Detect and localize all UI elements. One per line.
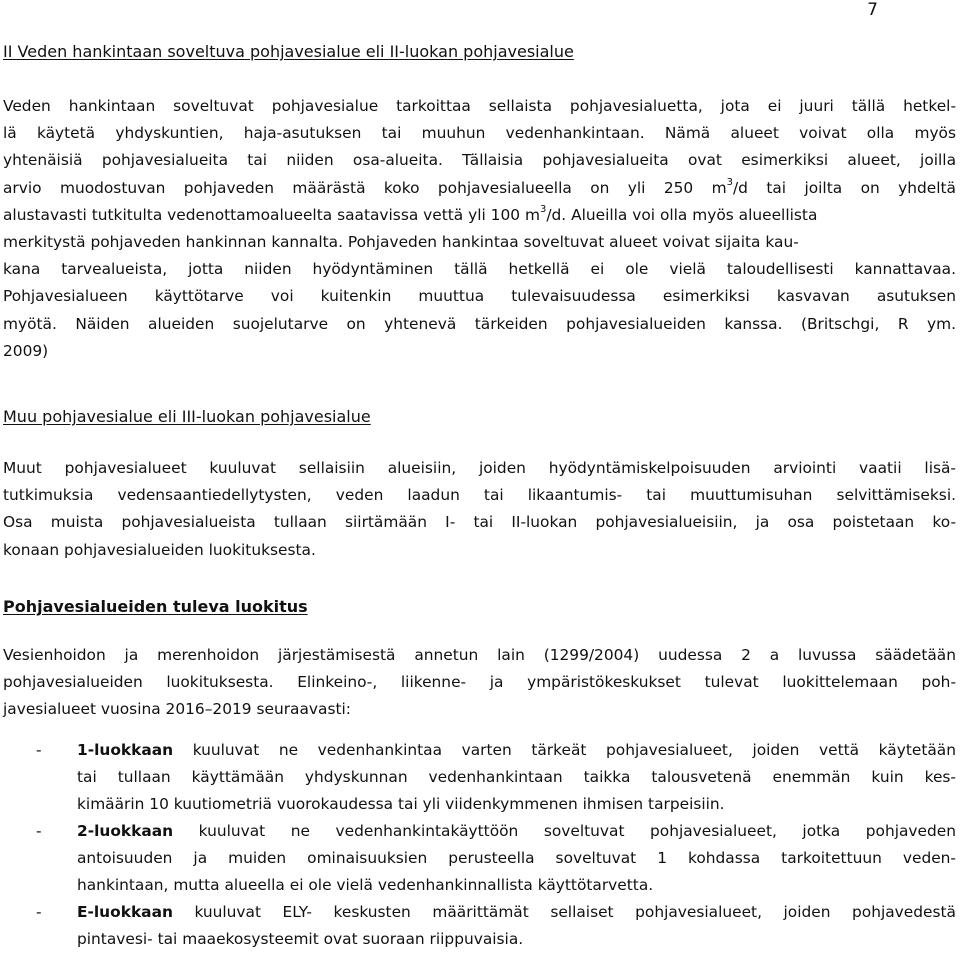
text-line xyxy=(77,899,956,926)
text-line: 2009) xyxy=(3,341,49,360)
list-bullet-dash: - xyxy=(36,822,42,840)
text-segment: alustavasti tutkitulta vedenottamoalueelta saatavissa vettä yli 100 m xyxy=(3,205,540,224)
text-line: myötä. Näiden alueiden suojelutarve on yhtenevä tärkeiden pohjavesialueiden kanssa. (Britschgi, R ym. xyxy=(3,314,956,333)
section-heading-future-classification: Pohjavesialueiden tuleva luokitus xyxy=(3,597,308,616)
superscript: 3 xyxy=(726,176,733,188)
text-line: kimäärin 10 kuutiometriä vuorokaudessa tai yli viidenkymmenen ihmisen tarpeisiin. xyxy=(77,795,725,814)
text-segment: /d. Alueilla voi olla myös alueellista xyxy=(546,205,818,224)
superscript: 3 xyxy=(539,203,547,215)
list-item-class-2 xyxy=(77,818,956,900)
list-item-term: E-luokkaan xyxy=(77,903,173,921)
text-line: tai tullaan käyttämään yhdyskunnan vedenhankintaan taikka talousvetenä enemmän kuin kes- xyxy=(77,768,956,787)
text-line: Vesienhoidon ja merenhoidon järjestämisestä annetun lain (1299/2004) uudessa 2 a luvussa säädetään xyxy=(3,646,956,664)
list-bullet-dash: - xyxy=(36,903,42,921)
text-line: Osa muista pohjavesialueista tullaan siirtämään I- tai II-luokan pohjavesialueisiin, ja osa poistetaan ko- xyxy=(3,513,956,532)
text-line: pintavesi- tai maaekosysteemit ovat suoraan riippuvaisia. xyxy=(77,930,524,949)
list-item-term: 2-luokkaan xyxy=(77,822,174,840)
list-item-class-1 xyxy=(77,737,956,819)
list-item-term: 1-luokkaan xyxy=(77,741,174,759)
section-heading-class-2: II Veden hankintaan soveltuva pohjavesialue eli II-luokan pohjavesialue xyxy=(3,42,574,61)
text-line: konaan pohjavesialueiden luokituksesta. xyxy=(3,540,316,559)
text-line: yhtenäisiä pohjavesialueita tai niiden osa-alueita. Tällaisia pohjavesialueita ovat esimerkiksi alueet, joilla xyxy=(3,151,956,170)
text-line xyxy=(3,175,956,202)
text-line: merkitystä pohjaveden hankinnan kannalta. Pohjaveden hankintaa soveltuvat alueet voivat sijaita kau- xyxy=(3,232,799,251)
text-line: tutkimuksia vedensaantiedellytysten, veden laadun tai likaantumis- tai muuttumisuhan selvittämiseksi. xyxy=(3,486,956,505)
text-line xyxy=(3,202,956,229)
text-line: kana tarvealueista, jotta niiden hyödyntäminen tällä hetkellä ei ole vielä taloudellisesti kannattavaa. xyxy=(3,260,956,279)
text-line: javesialueet vuosina 2016–2019 seuraavasti: xyxy=(3,700,351,719)
text-segment: /d tai joilta on yhdeltä xyxy=(732,178,956,197)
list-item-class-e xyxy=(77,899,956,953)
paragraph-future-classification xyxy=(3,642,956,724)
text-line: Veden hankintaan soveltuvat pohjavesialue tarkoittaa sellaista pohjavesialuetta, jota ei juuri tällä hetkel- xyxy=(3,97,956,115)
text-line: Muut pohjavesialueet kuuluvat sellaisiin alueisiin, joiden hyödyntämiskelpoisuuden arviointi vaatii lisä- xyxy=(3,459,956,477)
text-line: pohjavesialueiden luokituksesta. Elinkeino-, liikenne- ja ympäristökeskukset tulevat luokittelemaan poh- xyxy=(3,673,956,692)
paragraph-class-2 xyxy=(3,93,956,365)
text-line: hankintaan, mutta alueella ei ole vielä vedenhankinnallista käyttötarvetta. xyxy=(77,876,654,895)
text-line: antoisuuden ja muiden ominaisuuksien perusteella soveltuvat 1 kohdassa tarkoitettuun veden- xyxy=(77,849,956,868)
text-segment: kuuluvat ne vedenhankintaa varten tärkeät pohjavesialueet, joiden vettä käytetään xyxy=(173,741,956,759)
text-segment: arvio muodostuvan pohjaveden määrästä koko pohjavesialueella on yli 250 m xyxy=(3,178,727,197)
paragraph-class-3 xyxy=(3,455,956,564)
list-bullet-dash: - xyxy=(36,741,42,759)
text-segment: kuuluvat ne vedenhankintakäyttöön soveltuvat pohjavesialueet, jotka pohjaveden xyxy=(173,822,956,840)
text-line xyxy=(77,737,956,764)
page-number: 7 xyxy=(867,0,878,20)
text-line: lä käytetä yhdyskuntien, haja-asutuksen tai muuhun vedenhankintaan. Nämä alueet voivat olla myös xyxy=(3,124,956,143)
text-segment: kuuluvat ELY- keskusten määrittämät sellaiset pohjavesialueet, joiden pohjavedestä xyxy=(172,903,956,921)
text-line: Pohjavesialueen käyttötarve voi kuitenkin muuttua tulevaisuudessa esimerkiksi kasvavan asutuksen xyxy=(3,287,956,306)
section-heading-class-3: Muu pohjavesialue eli III-luokan pohjavesialue xyxy=(3,407,371,426)
text-line xyxy=(77,818,956,845)
